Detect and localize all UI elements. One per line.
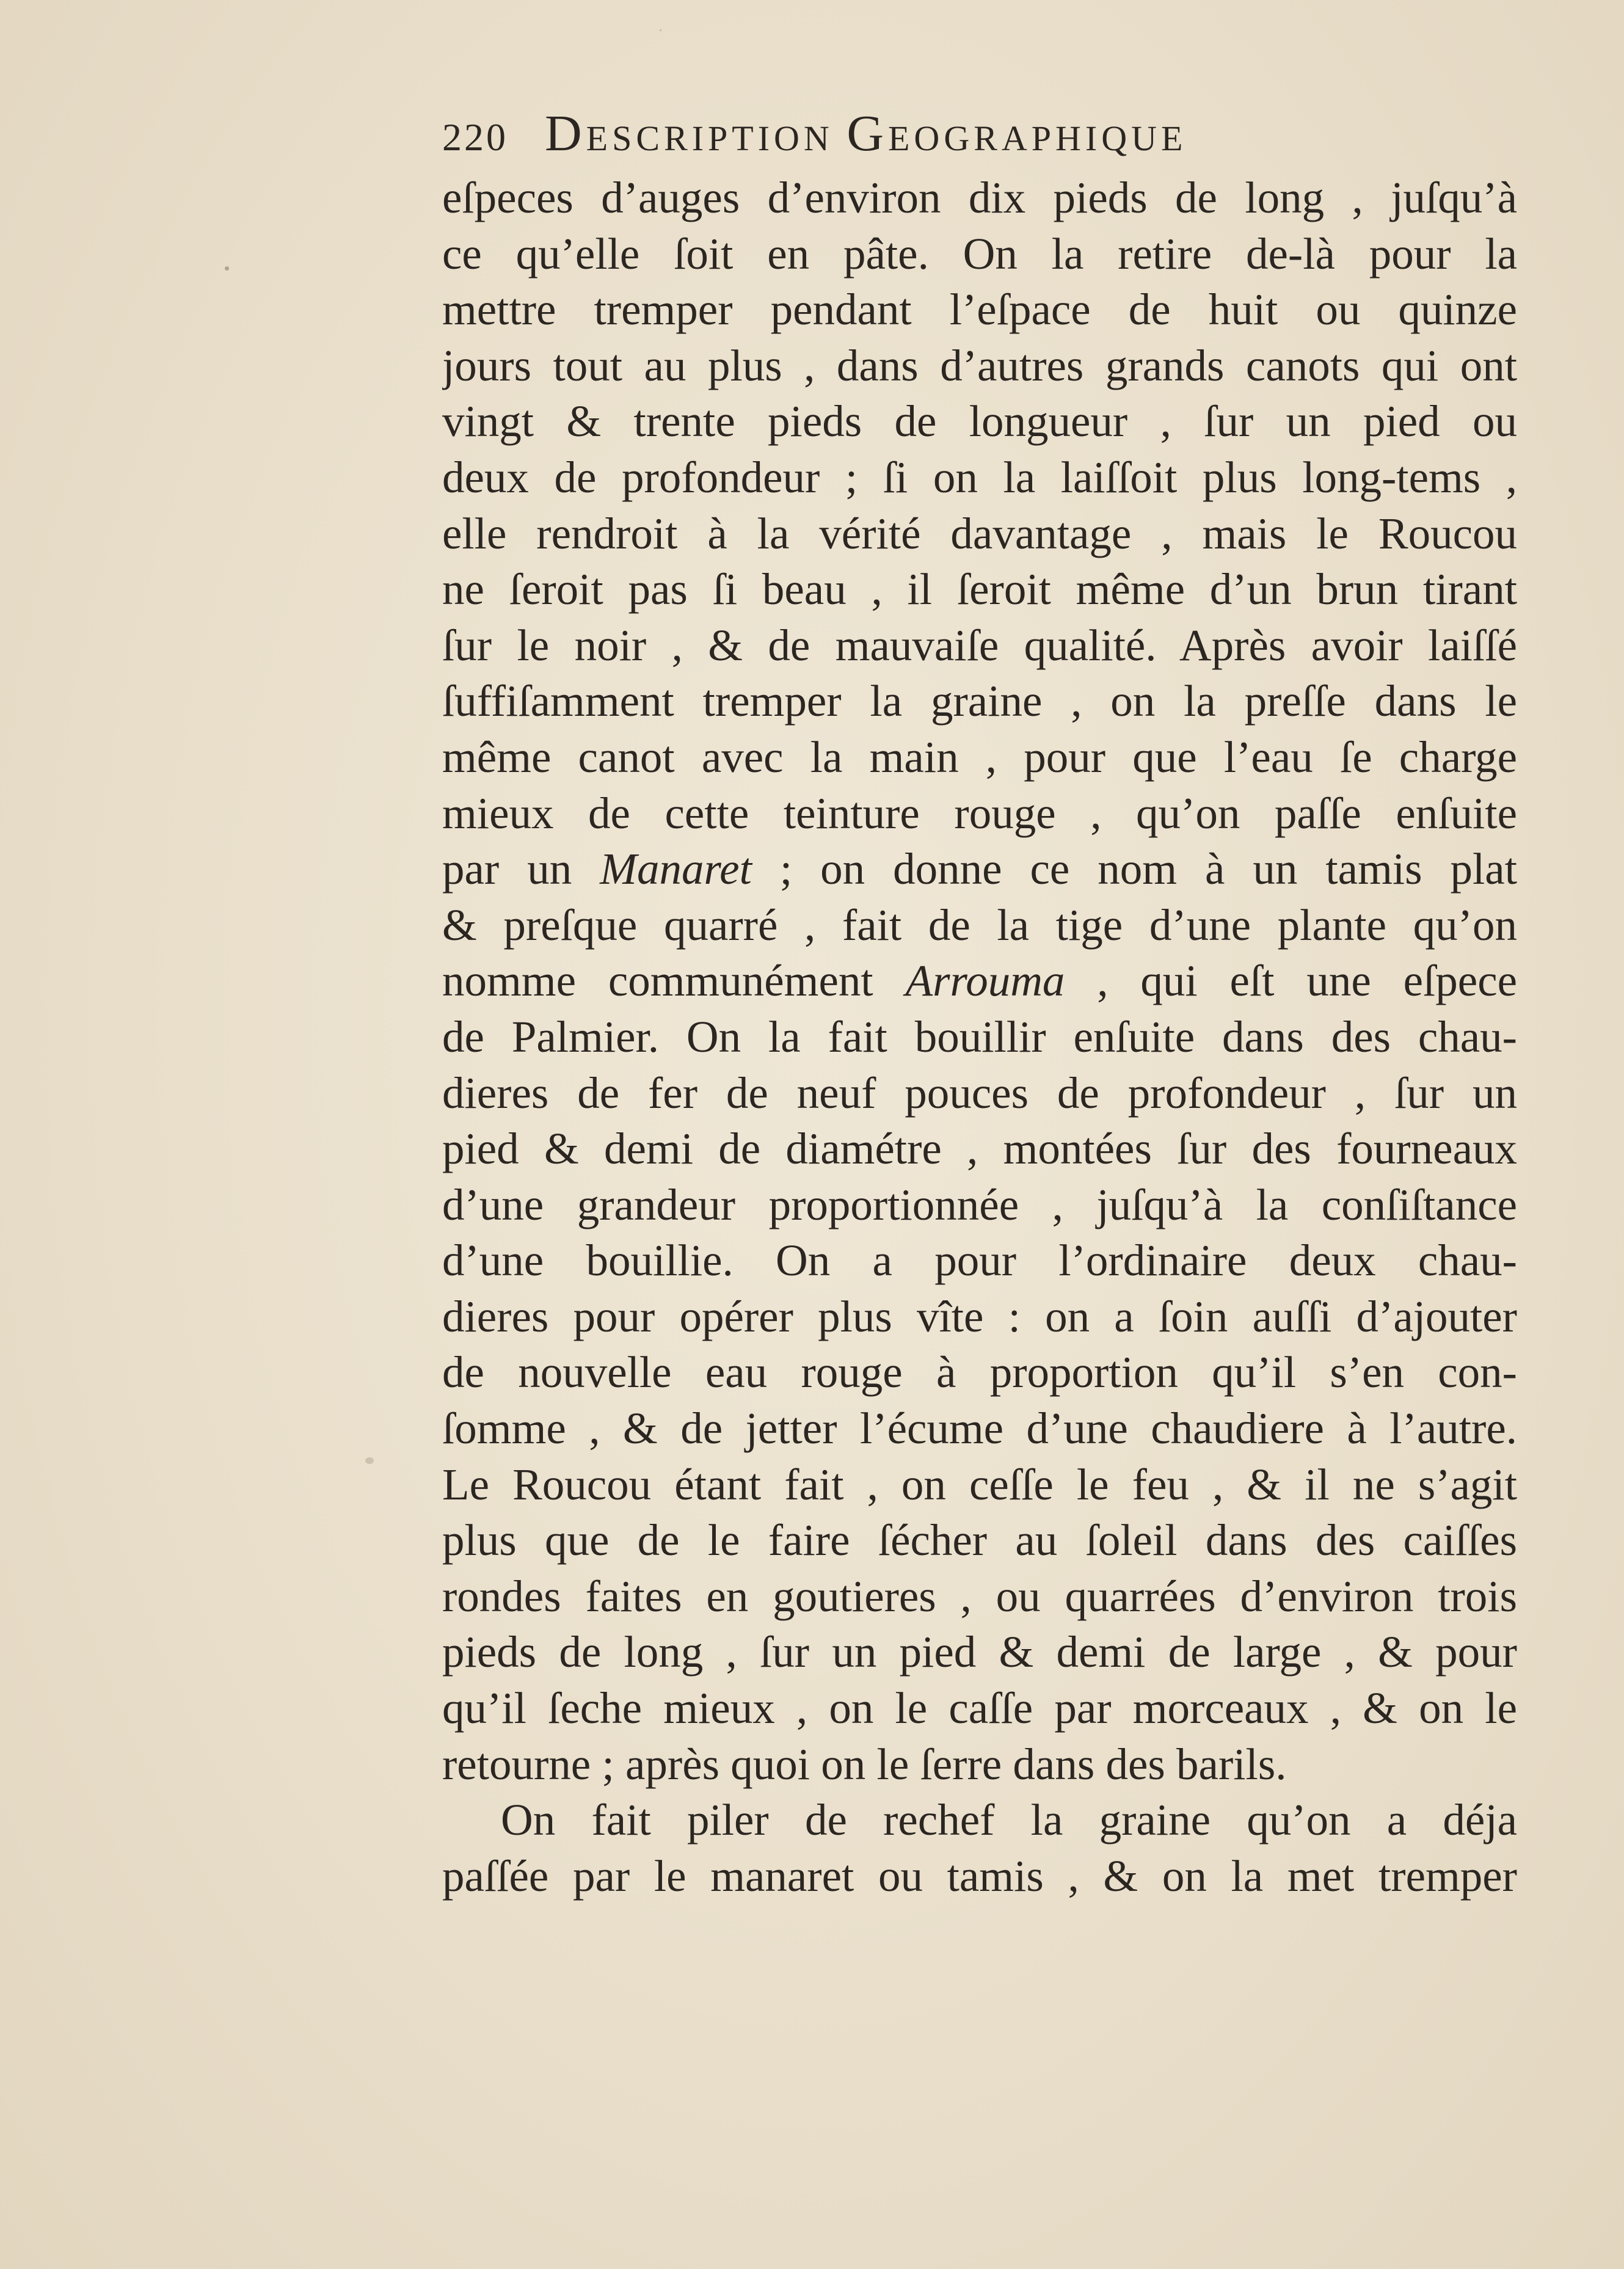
text-line: rondes faites en goutieres , ou quarrées d’environ trois [442, 1571, 1517, 1621]
text-line: qu’il ſeche mieux , on le caſſe par morceaux , & on le [442, 1683, 1517, 1733]
text-line: eſpeces d’auges d’environ dix pieds de long , juſqu’à [442, 173, 1517, 222]
text-line: deux de profondeur ; ſi on la laiſſoit plus long-tems , [442, 452, 1517, 502]
text-line: jours tout au plus , dans d’autres grands canots qui ont [442, 340, 1517, 390]
text-line: elle rendroit à la vérité davantage , mais le Roucou [442, 508, 1517, 558]
text-line: retourne ; après quoi on le ſerre dans des barils. [442, 1739, 1287, 1789]
running-title [545, 104, 1187, 163]
page-number: 220 [442, 115, 508, 159]
running-header [442, 104, 1187, 165]
text-line: paſſée par le manaret ou tamis , & on la met tremper [442, 1851, 1517, 1901]
ink-speck [365, 1457, 374, 1464]
text-line: dieres pour opérer plus vîte : on a ſoin auſſi d’ajouter [442, 1291, 1517, 1341]
text-run: nomme communément [442, 956, 906, 1006]
title-initial: D [545, 105, 586, 162]
text-line: vingt & trente pieds de longueur , ſur un pied ou [442, 396, 1517, 446]
text-run: , qui eſt une eſpece [1065, 956, 1517, 1006]
text-line: d’une grandeur proportionnée , juſqu’à la conſiſtance [442, 1179, 1517, 1229]
ink-speck [225, 266, 229, 271]
italic-term: Arrouma [905, 956, 1065, 1006]
text-line: dieres de fer de neuf pouces de profondeur , ſur un [442, 1068, 1517, 1118]
text-line: plus que de le faire ſécher au ſoleil dans des caiſſes [442, 1515, 1517, 1565]
text-run: ; on donne ce nom à un tamis plat [751, 844, 1517, 894]
text-run: par un [442, 844, 600, 894]
text-line: Le Roucou étant fait , on ceſſe le feu , & il ne s’agit [442, 1459, 1517, 1509]
text-line: de Palmier. On la fait bouillir enſuite dans des chau- [442, 1011, 1517, 1062]
text-line: même canot avec la main , pour que l’eau ſe charge [442, 732, 1517, 782]
text-line: d’une bouillie. On a pour l’ordinaire deux chau- [442, 1236, 1517, 1286]
text-line: de nouvelle eau rouge à proportion qu’il s’en con- [442, 1347, 1517, 1397]
ink-speck [660, 29, 661, 31]
text-line [442, 841, 1517, 897]
text-line: pied & demi de diamétre , montées ſur des fourneaux [442, 1124, 1517, 1174]
text-line: ſur le noir , & de mauvaiſe qualité. Après avoir laiſſé [442, 620, 1517, 670]
title-word: ESCRIPTION [586, 118, 834, 158]
text-line: mieux de cette teinture rouge , qu’on paſſe enſuite [442, 788, 1517, 838]
text-line: ſuffiſamment tremper la graine , on la preſſe dans le [442, 676, 1517, 726]
italic-term: Manaret [600, 844, 752, 894]
text-line [442, 953, 1517, 1009]
paragraph-first-line: On fait piler de rechef la graine qu’on a déja [501, 1795, 1517, 1845]
title-word: EOGRAPHIQUE [888, 118, 1187, 158]
text-line: mettre tremper pendant l’eſpace de huit ou quinze [442, 285, 1517, 335]
body-text [442, 170, 1517, 1904]
text-line: & preſque quarré , fait de la tige d’une plante qu’on [442, 900, 1517, 950]
text-line: ſomme , & de jetter l’écume d’une chaudiere à l’autre. [442, 1404, 1517, 1454]
text-line: ne ſeroit pas ſi beau , il ſeroit même d’un brun tirant [442, 564, 1517, 614]
text-line: pieds de long , ſur un pied & demi de large , & pour [442, 1627, 1517, 1677]
text-line: ce qu’elle ſoit en pâte. On la retire de-là pour la [442, 228, 1517, 279]
title-initial: G [847, 105, 888, 162]
